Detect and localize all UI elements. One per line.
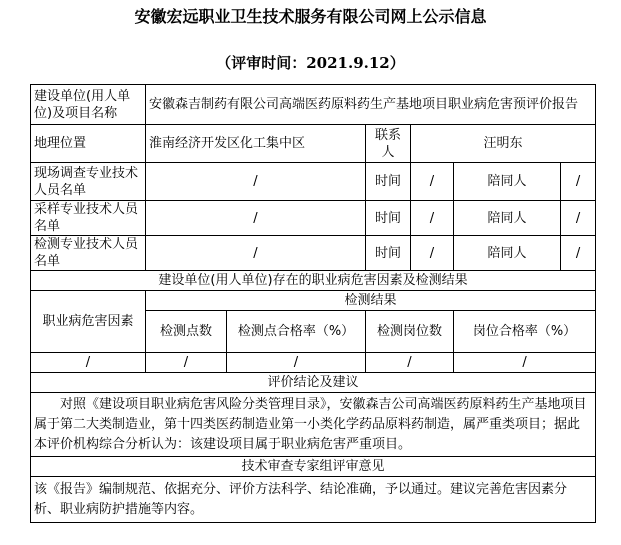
- review-time: （评审时间：2021.9.12）: [216, 54, 405, 72]
- sampling-names: /: [146, 201, 366, 236]
- testing-names: /: [146, 236, 366, 271]
- page-title: 安徽宏远职业卫生技术服务有限公司网上公示信息: [134, 7, 487, 26]
- sampling-companion: /: [561, 201, 596, 236]
- result-points: /: [146, 353, 227, 373]
- survey-companion: /: [561, 163, 596, 201]
- review-section-title: 技术审查专家组评审意见: [31, 457, 596, 477]
- survey-names: /: [146, 163, 366, 201]
- sampling-companion-label: 陪同人: [454, 201, 561, 236]
- testing-companion-label: 陪同人: [454, 236, 561, 271]
- col-points-rate: 检测点合格率（%）: [227, 311, 366, 353]
- testing-label: 检测专业技术人员名单: [31, 236, 146, 271]
- testing-time: /: [411, 236, 454, 271]
- result-points-rate: /: [227, 353, 366, 373]
- survey-companion-label: 陪同人: [454, 163, 561, 201]
- disclosure-table: [30, 84, 596, 523]
- result-posts-rate: /: [454, 353, 596, 373]
- col-posts-rate: 岗位合格率（%）: [454, 311, 596, 353]
- sampling-time: /: [411, 201, 454, 236]
- sampling-time-label: 时间: [366, 201, 411, 236]
- location-value: 淮南经济开发区化工集中区: [146, 125, 366, 163]
- testing-companion: /: [561, 236, 596, 271]
- hazards-section-title: 建设单位(用人单位)存在的职业病危害因素及检测结果: [31, 271, 596, 291]
- result-factor: /: [31, 353, 146, 373]
- contact-value: 汪明东: [411, 125, 596, 163]
- conclusion-section-title: 评价结论及建议: [31, 373, 596, 393]
- conclusion-text: 对照《建设项目职业病危害风险分类管理目录》，安徽森吉公司高端医药原料药生产基地项目属于第二大类制造业，第十四类医药制造业第一小类化学药品原料药制造，属严重类项目；据此本评价机构综合分析认为：该建设项目属于职业病危害严重项目。: [31, 393, 596, 457]
- unit-label: 建设单位(用人单位)及项目名称: [31, 85, 146, 125]
- col-points: 检测点数: [146, 311, 227, 353]
- results-label: 检测结果: [146, 291, 596, 311]
- survey-label: 现场调查专业技术人员名单: [31, 163, 146, 201]
- sampling-label: 采样专业技术人员名单: [31, 201, 146, 236]
- contact-label: 联系人: [366, 125, 411, 163]
- factor-label: 职业病危害因素: [31, 291, 146, 353]
- survey-time-label: 时间: [366, 163, 411, 201]
- unit-value: 安徽森吉制药有限公司高端医药原料药生产基地项目职业病危害预评价报告: [146, 85, 596, 125]
- location-label: 地理位置: [31, 125, 146, 163]
- result-posts: /: [366, 353, 454, 373]
- review-text: 该《报告》编制规范、依据充分、评价方法科学、结论准确，予以通过。建议完善危害因素分析、职业病防护措施等内容。: [31, 477, 596, 523]
- survey-time: /: [411, 163, 454, 201]
- testing-time-label: 时间: [366, 236, 411, 271]
- col-posts: 检测岗位数: [366, 311, 454, 353]
